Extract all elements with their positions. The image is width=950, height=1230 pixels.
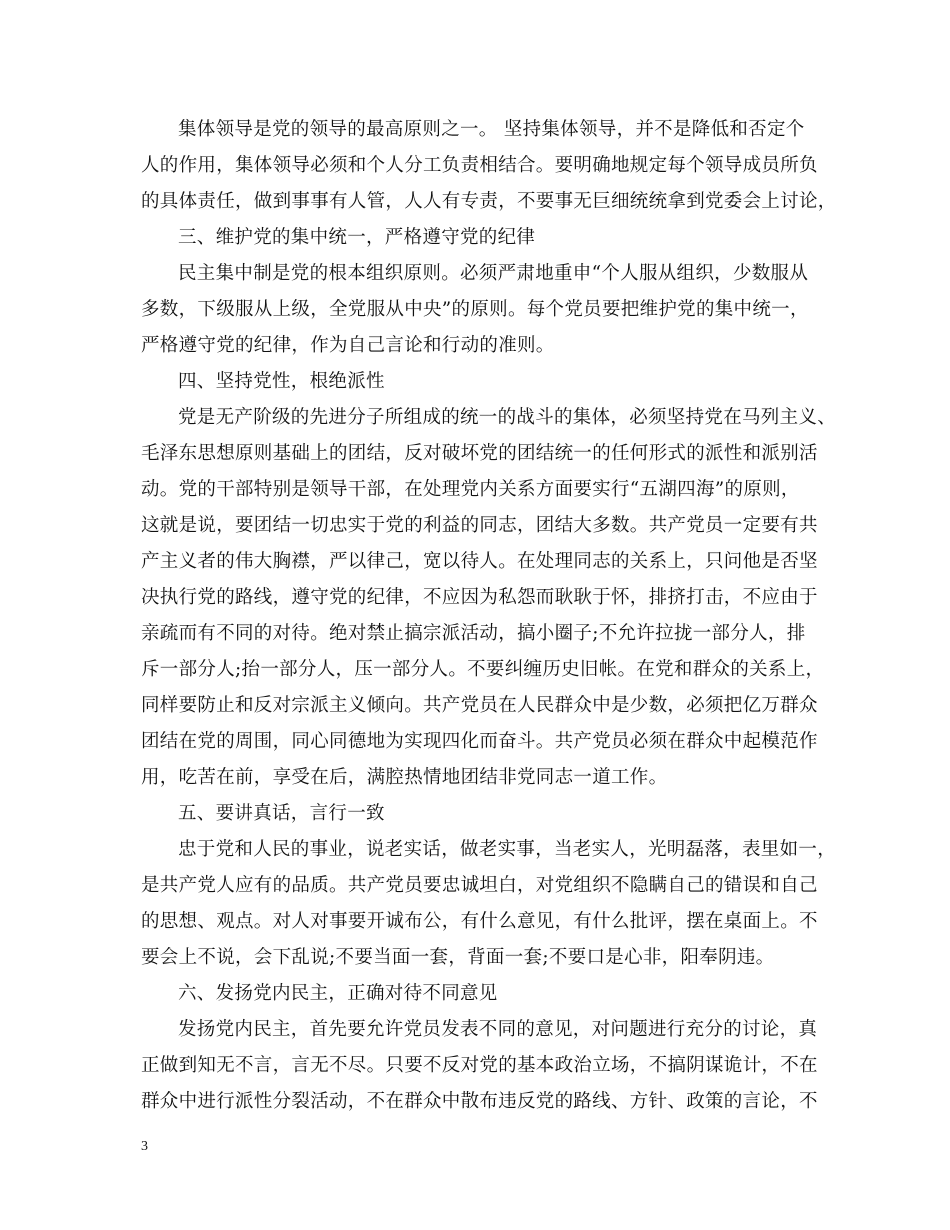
paragraph-line: 民主集中制是党的根本组织原则。必须严肃地重申“个人服从组织，少数服从: [178, 263, 809, 284]
paragraph-line: 这就是说，要团结一切忠实于党的利益的同志，团结大多数。共产党员一定要有共: [141, 515, 818, 536]
paragraph-line: 用，吃苦在前，享受在后，满腔热情地团结非党同志一道工作。: [141, 767, 668, 788]
paragraph-line: 的思想、观点。对人对事要开诚布公，有什么意见，有什么批评，摆在桌面上。不: [141, 911, 818, 932]
section-heading: 三、维护党的集中统一，严格遵守党的纪律: [178, 227, 536, 248]
paragraph-line: 要会上不说，会下乱说;不要当面一套，背面一套;不要口是心非，阳奉阴违。: [141, 947, 775, 968]
paragraph-line: 正做到知无不言，言无不尽。只要不反对党的基本政治立场，不搞阴谋诡计，不在: [141, 1055, 818, 1076]
paragraph-line: 的具体责任，做到事事有人管，人人有专责，不要事无巨细统统拿到党委会上讨论，: [141, 191, 837, 212]
section-heading: 六、发扬党内民主，正确对待不同意见: [178, 983, 498, 1004]
section-heading: 五、要讲真话，言行一致: [178, 803, 385, 824]
paragraph-line: 多数，下级服从上级，全党服从中央”的原则。每个党员要把维护党的集中统一，: [141, 299, 809, 320]
paragraph-line: 团结在党的周围，同心同德地为实现四化而奋斗。共产党员必须在群众中起模范作: [141, 731, 818, 752]
paragraph-line: 党是无产阶级的先进分子所组成的统一的战斗的集体，必须坚持党在马列主义、: [178, 407, 837, 428]
paragraph-line: 是共产党人应有的品质。共产党员要忠诚坦白，对党组织不隐瞒自己的错误和自己: [141, 875, 818, 896]
paragraph-line: 严格遵守党的纪律，作为自己言论和行动的准则。: [141, 335, 555, 356]
paragraph-line: 集体领导是党的领导的最高原则之一。 坚持集体领导，并不是降低和否定个: [178, 119, 805, 140]
paragraph-line: 毛泽东思想原则基础上的团结，反对破坏党的团结统一的任何形式的派性和派别活: [141, 443, 818, 464]
section-heading: 四、坚持党性，根绝派性: [178, 371, 385, 392]
paragraph-line: 动。党的干部特别是领导干部，在处理党内关系方面要实行“五湖四海”的原则，: [141, 479, 800, 500]
paragraph-line: 忠于党和人民的事业，说老实话，做老实事，当老实人，光明磊落，表里如一，: [178, 839, 837, 860]
paragraph-line: 决执行党的路线，遵守党的纪律，不应因为私怨而耿耿于怀，排挤打击，不应由于: [141, 587, 818, 608]
paragraph-line: 亲疏而有不同的对待。绝对禁止搞宗派活动，搞小圈子;不允许拉拢一部分人，排: [141, 623, 806, 644]
paragraph-line: 产主义者的伟大胸襟，严以律己，宽以待人。在处理同志的关系上，只问他是否坚: [141, 551, 818, 572]
paragraph-line: 人的作用，集体领导必须和个人分工负责相结合。要明确地规定每个领导成员所负: [141, 155, 818, 176]
paragraph-line: 斥一部分人;抬一部分人，压一部分人。不要纠缠历史旧帐。在党和群众的关系上，: [141, 659, 825, 680]
paragraph-line: 发扬党内民主，首先要允许党员发表不同的意见，对问题进行充分的讨论，真: [178, 1019, 818, 1040]
page-number: 3: [141, 1139, 148, 1154]
paragraph-line: 同样要防止和反对宗派主义倾向。共产党员在人民群众中是少数，必须把亿万群众: [141, 695, 818, 716]
paragraph-line: 群众中进行派性分裂活动，不在群众中散布违反党的路线、方针、政策的言论，不: [141, 1091, 818, 1112]
